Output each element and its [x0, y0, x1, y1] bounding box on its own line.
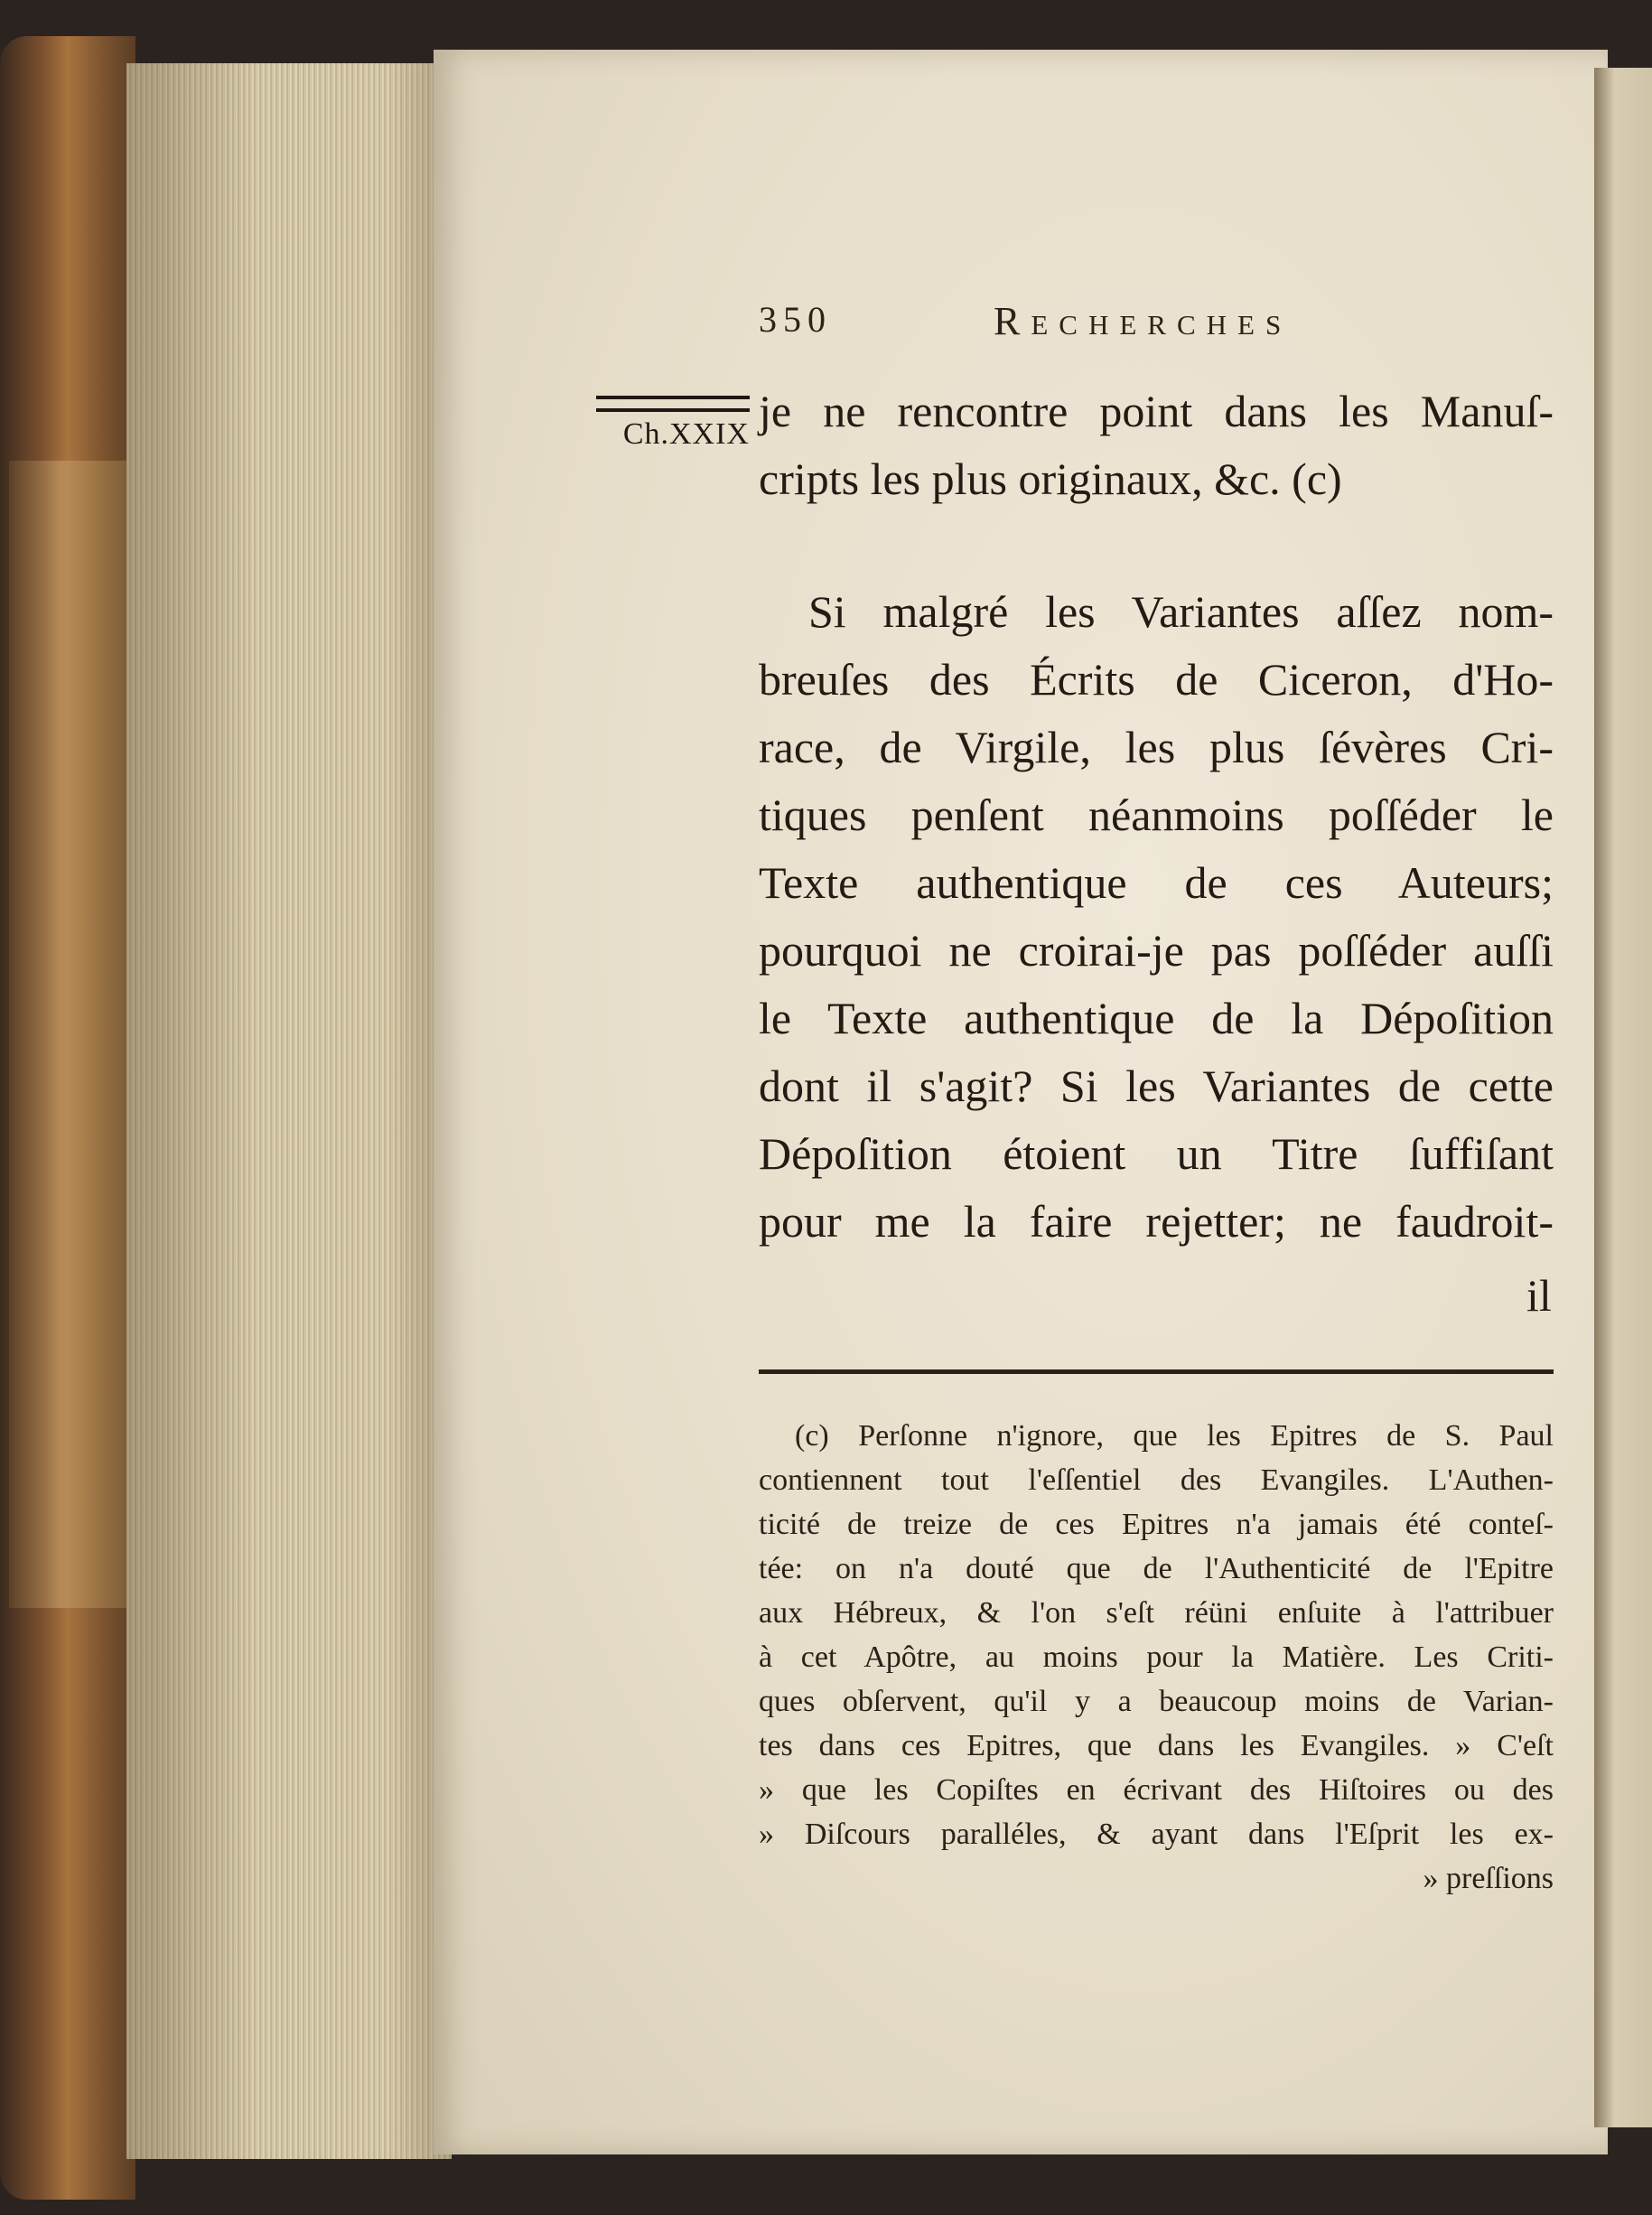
footnote-rule [759, 1369, 1554, 1374]
footnote-line: tée: on n'a douté que de l'Authenticité de l'Epitre [759, 1552, 1554, 1585]
text-line: Si malgré les Variantes aſſez nom- [808, 586, 1554, 637]
text-line: pour me la faire rejetter; ne faudroit- [759, 1196, 1554, 1247]
text-line: cripts les plus originaux, &c. (c) [759, 453, 1342, 504]
catchword: il [1526, 1270, 1552, 1321]
text-line: race, de Virgile, les plus ſévères Cri- [759, 722, 1554, 772]
book-cover [0, 36, 135, 2200]
text-line: pourquoi ne croirai-je pas poſſéder auſſi [759, 925, 1554, 976]
footnote-line: » que les Copiſtes en écrivant des Hiſtoires ou des [759, 1773, 1554, 1807]
footnote [759, 1414, 1554, 1901]
facing-page-edge [1594, 68, 1652, 2127]
chapter-label: Ch.XXIX [622, 417, 750, 451]
footnote-line: » preſſions [1423, 1862, 1554, 1895]
footnote-line: contiennent tout l'eſſentiel des Evangiles. L'Authen- [759, 1463, 1554, 1497]
text-line: tiques penſent néanmoins poſſéder le [759, 790, 1554, 840]
page-number: 350 [759, 299, 832, 340]
text-line: breuſes des Écrits de Ciceron, d'Ho- [759, 654, 1554, 705]
page-edges [126, 63, 452, 2159]
footnote-line: ticité de treize de ces Epitres n'a jamais été conteſ- [759, 1508, 1554, 1541]
text-line: dont il s'agit? Si les Variantes de cette [759, 1061, 1554, 1111]
footnote-line: aux Hébreux, & l'on s'eſt réüni enſuite à l'attribuer [759, 1596, 1554, 1630]
text-line: le Texte authentique de la Dépoſition [759, 993, 1554, 1043]
paragraph-1 [759, 378, 1554, 513]
footnote-line: » Diſcours paralléles, & ayant dans l'Eſprit les ex- [759, 1818, 1554, 1851]
footnote-line: à cet Apôtre, au moins pour la Matière. Les Criti- [759, 1640, 1554, 1674]
cover-band [9, 461, 135, 1608]
text-line: Texte authentique de ces Auteurs; [759, 857, 1554, 908]
text-line: je ne rencontre point dans les Manuſ- [759, 386, 1554, 436]
footnote-line: tes dans ces Epitres, que dans les Evangiles. » C'eſt [759, 1729, 1554, 1762]
paragraph-2 [759, 578, 1554, 1256]
chapter-marker [596, 396, 750, 452]
chapter-rule [596, 396, 750, 412]
running-title: Recherches [994, 299, 1293, 343]
footnote-line: ques obſervent, qu'il y a beaucoup moins de Varian- [759, 1685, 1554, 1718]
footnote-line: (c) Perſonne n'ignore, que les Epitres de S. Paul [795, 1419, 1554, 1453]
text-line: Dépoſition étoient un Titre ſuffiſant [759, 1128, 1554, 1179]
